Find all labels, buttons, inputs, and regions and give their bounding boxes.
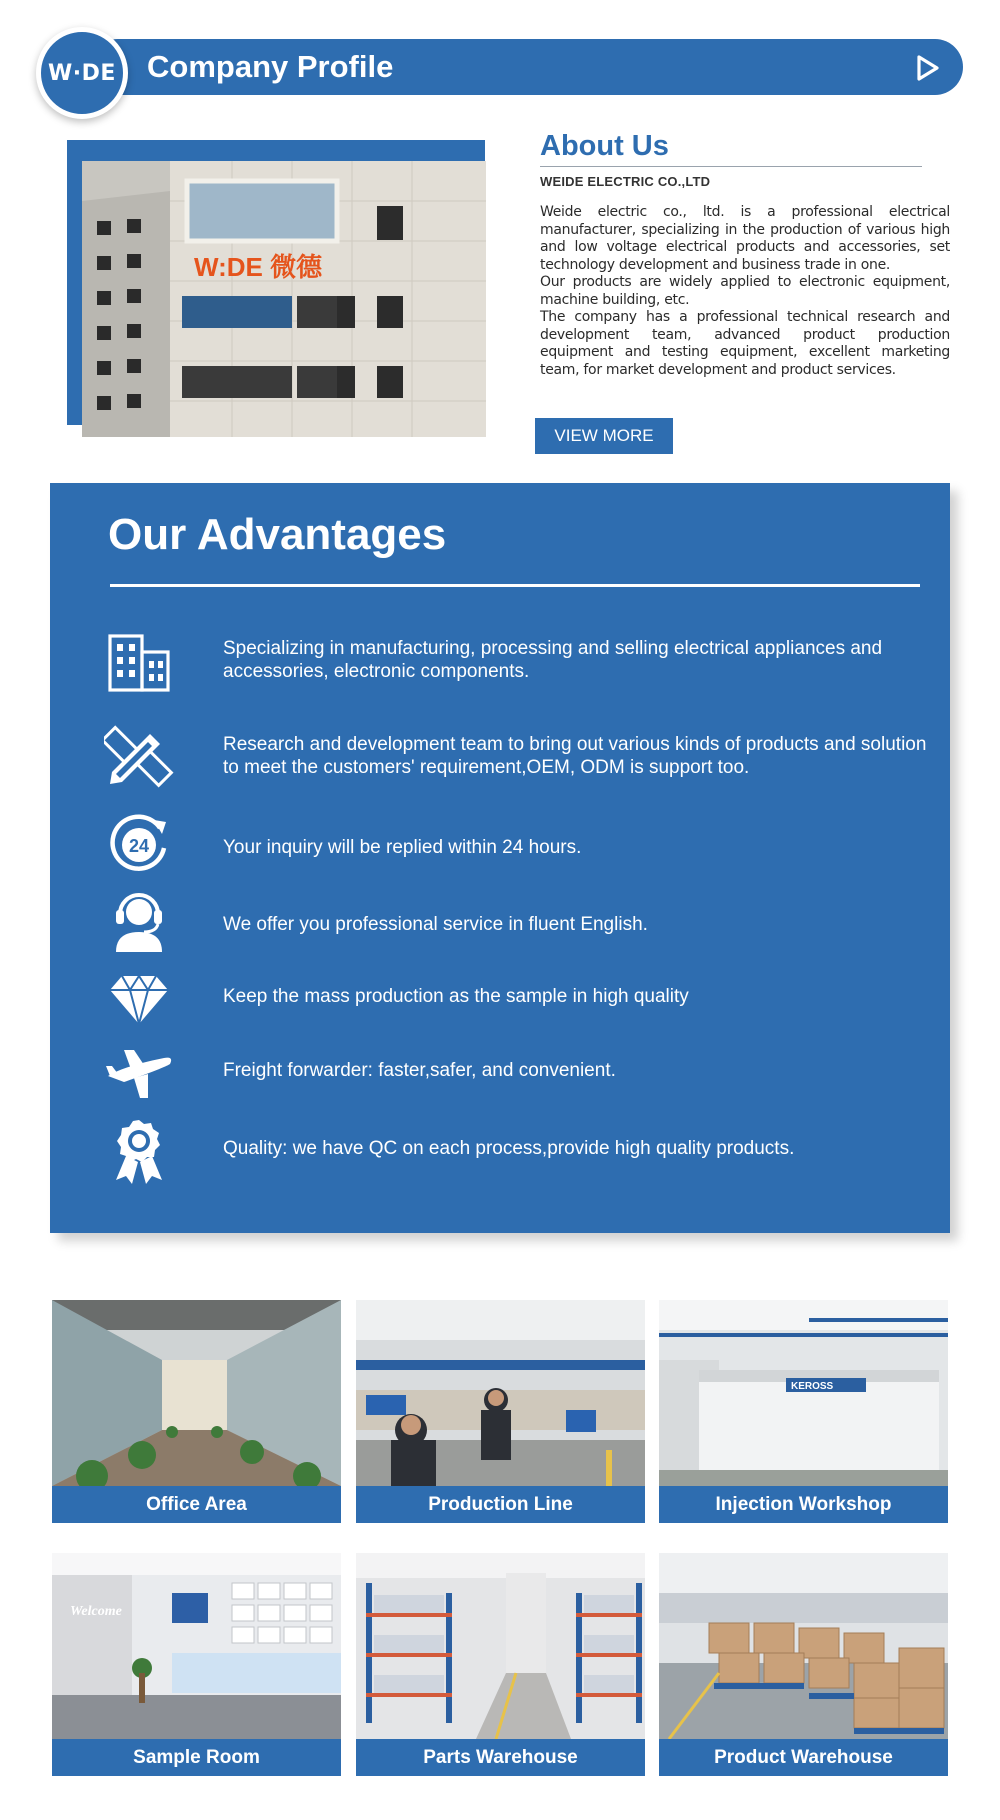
view-more-button[interactable]: VIEW MORE [535,418,673,454]
advantage-text: Freight forwarder: faster,safer, and convenient. [223,1060,616,1081]
award-ribbon-icon [104,1116,174,1186]
gallery-caption: Injection Workshop [659,1486,948,1523]
design-tools-icon [104,720,174,790]
advantage-text: Keep the mass production as the sample in high quality [223,986,689,1007]
welcome-sign: Welcome [70,1604,122,1619]
page-title: Company Profile [147,49,394,84]
advantage-text: We offer you professional service in fluent English. [223,914,648,935]
diamond-icon [104,962,174,1032]
play-arrow-icon[interactable] [912,53,942,83]
advantages-divider [110,584,920,587]
advantage-text: Research and development team to bring out various kinds of products and solution to meet the customers' requirement,OEM, ODM is support too. [223,734,927,778]
gallery-caption: Production Line [356,1486,645,1523]
gallery-caption: Product Warehouse [659,1739,948,1776]
gallery-tile-sample-room[interactable] [52,1553,341,1776]
building-icon [104,628,174,698]
about-paragraph: Our products are widely applied to electronic equipment, machine building, etc. [540,274,950,308]
about-title: About Us [540,130,669,162]
clock-24-icon [104,808,174,878]
company-building-photo [82,161,486,437]
logo-text: W·DE [48,60,116,86]
advantage-text: Your inquiry will be replied within 24 hours. [223,837,582,858]
gallery-caption: Parts Warehouse [356,1739,645,1776]
headset-agent-icon [104,886,174,956]
about-description [540,204,950,379]
gallery-tile-office-area[interactable] [52,1300,341,1523]
company-name: WEIDE ELECTRIC CO.,LTD [540,174,711,189]
gallery-tile-product-warehouse[interactable] [659,1553,948,1776]
gallery-tile-parts-warehouse[interactable] [356,1553,645,1776]
about-divider [540,166,922,167]
gallery-tile-production-line[interactable] [356,1300,645,1523]
advantage-text: Specializing in manufacturing, processing and selling electrical appliances and accessories, electronic components. [223,638,883,682]
advantages-title: Our Advantages [108,510,447,559]
gallery-caption: Office Area [52,1486,341,1523]
gallery-caption: Sample Room [52,1739,341,1776]
advantage-text: Quality: we have QC on each process,provide high quality products. [223,1138,795,1159]
gallery-tile-injection-workshop[interactable] [659,1300,948,1523]
building-sign: W:DE 微德 [194,252,323,282]
about-paragraph: Weide electric co., ltd. is a professional electrical manufacturer, specializing in the production of various high and low voltage electrical products and accessories, set technology development and business trade in one. [540,204,950,273]
about-paragraph: The company has a professional technical research and development team, advanced product production equipment and testing equipment, excellent marketing team, for market development and product services. [540,309,950,378]
brand-logo[interactable] [36,27,128,119]
svg-text:24: 24 [128,836,150,856]
machine-brand: KEROSS [791,1381,834,1392]
airplane-icon [104,1036,174,1106]
